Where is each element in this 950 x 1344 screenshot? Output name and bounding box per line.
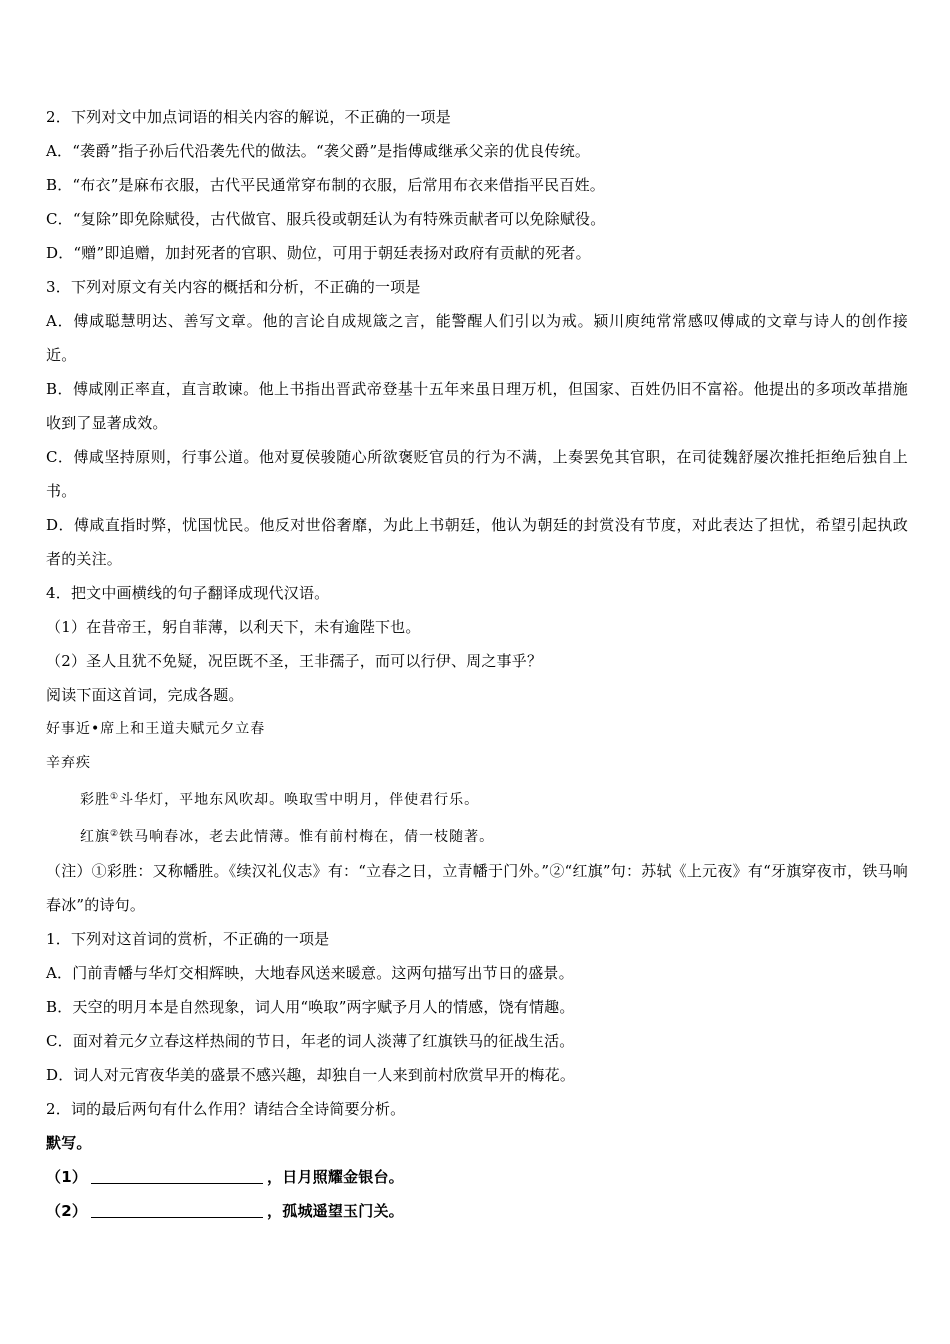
q2-option-d: D．“赠”即追赠，加封死者的官职、勋位，可用于朝廷表扬对政府有贡献的死者。 bbox=[46, 244, 591, 262]
poem-q1-option-a: A．门前青幡与华灯交相辉映，大地春风送来暖意。这两句描写出节日的盛景。 bbox=[46, 964, 574, 982]
q3-option-b: B．傅咸刚正率直，直言敢谏。他上书指出晋武帝登基十五年来虽日理万机，但国家、百姓仍旧不富裕。他提出的多项改革措施收到了显著成效。 bbox=[46, 380, 908, 432]
poem-line-1-pre: 彩胜 bbox=[80, 792, 110, 808]
poem-q2-stem: 2．词的最后两句有什么作用？请结合全诗简要分析。 bbox=[46, 1100, 406, 1118]
q3-option-a: A．傅咸聪慧明达、善写文章。他的言论自成规箴之言，能警醒人们引以为戒。颍川庾纯常常感叹傅咸的文章与诗人的创作接近。 bbox=[46, 312, 908, 364]
poem-q1-option-d: D．词人对元宵夜华美的盛景不感兴趣，却独自一人来到前村欣赏早开的梅花。 bbox=[46, 1066, 576, 1084]
q2-stem: 2．下列对文中加点词语的相关内容的解说，不正确的一项是 bbox=[46, 108, 451, 126]
poem-line-2-post: 铁马响春冰，老去此情薄。惟有前村梅在，倩一枝随著。 bbox=[119, 829, 495, 845]
dictation-blank-1[interactable] bbox=[91, 1169, 263, 1184]
poem-line-1-post: 斗华灯，平地东风吹却。唤取雪中明月，伴使君行乐。 bbox=[119, 792, 480, 808]
q4-item-2: （2）圣人且犹不免疑，况臣既不圣，王非孺子，而可以行伊、周之事乎？ bbox=[46, 652, 543, 670]
poem-title: 好事近•席上和王道夫赋元夕立春 bbox=[46, 721, 266, 737]
dictation-item-1-number: （1） bbox=[46, 1168, 88, 1186]
poem-line-1 bbox=[46, 780, 908, 817]
q2-option-b: B．“布衣”是麻布衣服，古代平民通常穿布制的衣服，后常用布衣来借指平民百姓。 bbox=[46, 176, 605, 194]
exam-page bbox=[46, 100, 908, 1228]
q4-stem: 4．把文中画横线的句子翻译成现代汉语。 bbox=[46, 584, 330, 602]
poem-note: （注）①彩胜：又称幡胜。《续汉礼仪志》有：“立春之日，立青幡于门外。”②“红旗”句：苏轼《上元夜》有“牙旗穿夜市，铁马响春冰”的诗句。 bbox=[46, 862, 908, 914]
poem-author: 辛弃疾 bbox=[46, 755, 91, 771]
dictation-title: 默写。 bbox=[46, 1134, 92, 1152]
dictation-item-2-number: （2） bbox=[46, 1202, 88, 1220]
dictation-blank-2[interactable] bbox=[91, 1203, 263, 1218]
footnote-marker-2: ② bbox=[110, 829, 120, 839]
dictation-item-1 bbox=[46, 1160, 908, 1194]
poem-q1-option-c: C．面对着元夕立春这样热闹的节日，年老的词人淡薄了红旗铁马的征战生活。 bbox=[46, 1032, 575, 1050]
q4-item-1: （1）在昔帝王，躬自菲薄，以利天下，未有逾陛下也。 bbox=[46, 618, 421, 636]
poem-q1-stem: 1．下列对这首词的赏析，不正确的一项是 bbox=[46, 930, 330, 948]
q3-stem: 3．下列对原文有关内容的概括和分析，不正确的一项是 bbox=[46, 278, 421, 296]
dictation-item-1-suffix: ，日月照耀金银台。 bbox=[267, 1168, 404, 1186]
footnote-marker-1: ① bbox=[110, 792, 120, 802]
dictation-item-2 bbox=[46, 1194, 908, 1228]
q2-option-a: A．“袭爵”指子孙后代沿袭先代的做法。“袭父爵”是指傅咸继承父亲的优良传统。 bbox=[46, 142, 591, 160]
q2-option-c: C．“复除”即免除赋役，古代做官、服兵役或朝廷认为有特殊贡献者可以免除赋役。 bbox=[46, 210, 606, 228]
q3-option-c: C．傅咸坚持原则，行事公道。他对夏侯骏随心所欲褒贬官员的行为不满，上奏罢免其官职，在司徒魏舒屡次推托拒绝后独自上书。 bbox=[46, 448, 908, 500]
q3-option-d: D．傅咸直指时弊，忧国忧民。他反对世俗奢靡，为此上书朝廷，他认为朝廷的封赏没有节度，对此表达了担忧，希望引起执政者的关注。 bbox=[46, 516, 908, 568]
poem-q1-option-b: B．天空的明月本是自然现象，词人用“唤取”两字赋予月人的情感，饶有情趣。 bbox=[46, 998, 575, 1016]
dictation-item-2-suffix: ，孤城遥望玉门关。 bbox=[267, 1202, 404, 1220]
poem-intro: 阅读下面这首词，完成各题。 bbox=[46, 686, 244, 704]
poem-line-2-pre: 红旗 bbox=[80, 829, 110, 845]
poem-line-2 bbox=[46, 817, 908, 854]
